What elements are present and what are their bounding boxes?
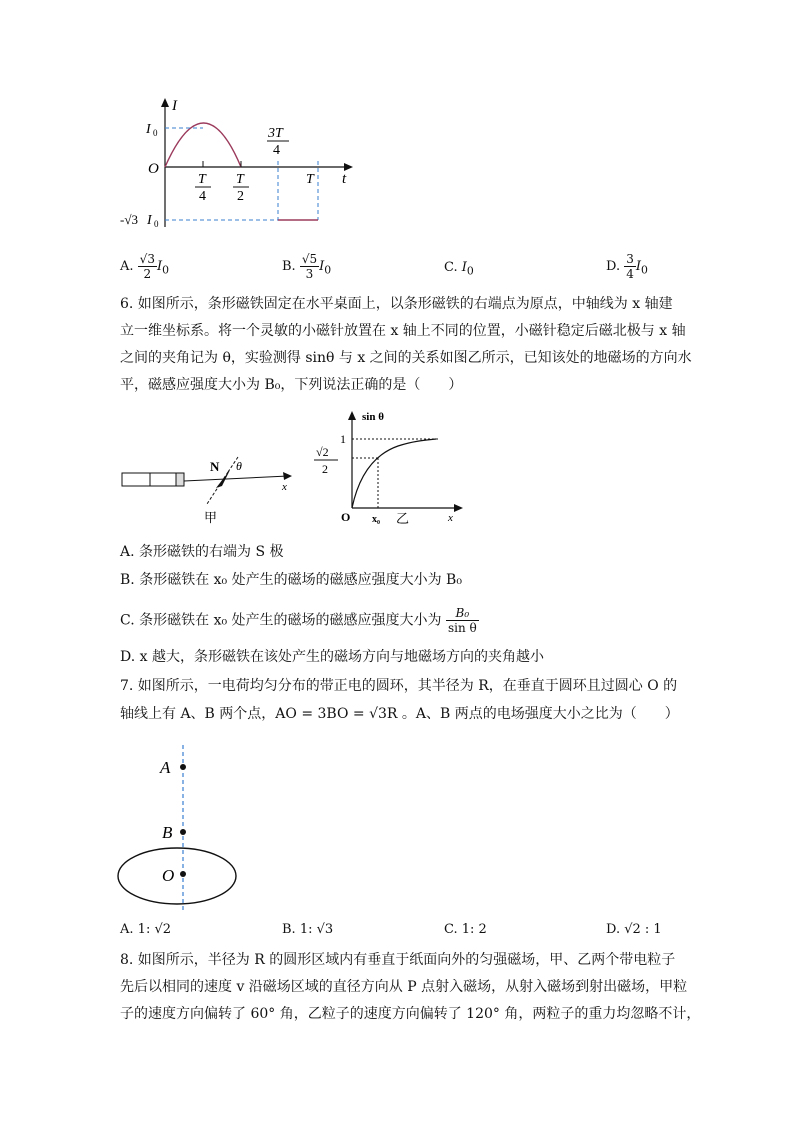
charged-ring xyxy=(118,848,236,904)
q7-option-c[interactable]: C. 1: 2 xyxy=(444,922,487,937)
q5-option-d[interactable] xyxy=(606,252,648,281)
x-arrow-jia xyxy=(283,472,292,480)
fraction: $\frac{√5}{3}$ xyxy=(301,252,318,281)
t2-den: 2 xyxy=(237,189,244,204)
point-o-dot xyxy=(180,871,186,877)
neg-i: I xyxy=(147,213,152,228)
q8-line-1: 8. 如图所示，半径为 R 的圆形区域内有垂直于纸面向外的匀强磁场，甲、乙两个带电粒子 xyxy=(120,952,676,968)
q6-line-2: 立一维坐标系。将一个灵敏的小磁针放置在 x 轴上不同的位置，小磁针稳定后磁北极与 x 轴 xyxy=(120,323,686,339)
option-letter: C. xyxy=(444,260,458,275)
point-a-dot xyxy=(180,764,186,770)
3t4-num: 3T xyxy=(268,126,283,141)
q6-line-3: 之间的夹角记为 θ，实验测得 sinθ 与 x 之间的关系如图乙所示，已知该处的地磁场的方向水 xyxy=(120,350,692,366)
x-axis-arrow xyxy=(344,163,353,171)
t4-num: T xyxy=(198,172,206,187)
option-text: C. 条形磁铁在 x₀ 处产生的磁场的磁感应强度大小为 xyxy=(120,612,442,629)
sub: 0 xyxy=(324,263,332,277)
origin-label: O xyxy=(148,161,159,177)
a-label: A xyxy=(160,758,171,777)
q5-option-b[interactable] xyxy=(282,252,331,281)
figure-jia xyxy=(118,452,298,527)
q6-option-c[interactable] xyxy=(120,606,479,635)
sub: 0 xyxy=(641,263,648,277)
q7-line-2: 轴线上有 A、B 两个点，AO = 3BO = √3R 。A、B 两点的电场强度大小之比为（ ） xyxy=(120,706,679,722)
x0-label: x₀ xyxy=(372,514,380,525)
3t4-den: 4 xyxy=(273,143,280,158)
q5-option-a[interactable] xyxy=(120,252,169,281)
neg-sub: 0 xyxy=(154,219,159,229)
origin-yi: O xyxy=(341,510,351,524)
t4-den: 4 xyxy=(199,189,206,204)
option-letter: B. xyxy=(282,259,296,274)
q6-option-b[interactable]: B. 条形磁铁在 x₀ 处产生的磁场的磁感应强度大小为 B₀ xyxy=(120,572,462,588)
x-label-yi: x xyxy=(448,512,453,524)
caption-jia: 甲 xyxy=(204,510,218,525)
figure-ring xyxy=(115,740,255,915)
x-axis-jia xyxy=(184,476,288,481)
q5-option-c[interactable] xyxy=(444,258,474,282)
q6-option-d[interactable]: D. x 越大，条形磁铁在该处产生的磁场方向与地磁场方向的夹角越小 xyxy=(120,649,544,665)
t2-num: T xyxy=(236,172,244,187)
q6-line-1: 6. 如图所示，条形磁铁固定在水平桌面上，以条形磁铁的右端点为原点，中轴线为 x 轴建 xyxy=(120,296,673,312)
y-label-yi: sin θ xyxy=(362,411,384,423)
b-label: B xyxy=(162,823,173,842)
q7-line-1: 7. 如图所示，一电荷均匀分布的带正电的圆环，其半径为 R，在垂直于圆环且过圆心 O 的 xyxy=(120,678,678,694)
two-label: 2 xyxy=(322,462,328,476)
fraction: $\frac{3}{4}$ xyxy=(626,252,634,281)
o-label: O xyxy=(162,866,175,885)
fraction: $\frac{\text{B₀}}{\text{sin θ}}$ xyxy=(447,606,477,635)
fraction: $\frac{√3}{2}$ xyxy=(139,252,155,281)
bar-magnet xyxy=(122,473,184,486)
q7-option-d[interactable]: D. √2 : 1 xyxy=(606,922,662,937)
sin-curve xyxy=(352,439,436,508)
sub: 0 xyxy=(466,264,474,278)
q8-line-3: 子的速度方向偏转了 60° 角，乙粒子的速度方向偏转了 120° 角，两粒子的重力均忽略不计， xyxy=(120,1006,701,1022)
t-label: T xyxy=(306,172,314,187)
option-letter: D. xyxy=(606,259,621,274)
y-label: I xyxy=(172,98,177,114)
caption-yi: 乙 xyxy=(396,511,410,526)
q6-line-4: 平，磁感应强度大小为 B₀，下列说法正确的是（ ） xyxy=(120,377,463,393)
needle-dash xyxy=(207,472,228,504)
n-label: N xyxy=(210,459,220,474)
theta-label: θ xyxy=(236,459,242,473)
y-axis-arrow xyxy=(161,98,169,107)
x-arrow-yi xyxy=(454,504,463,512)
q7-option-b[interactable]: B. 1: √3 xyxy=(282,922,334,937)
var: I xyxy=(635,259,642,274)
current-time-graph xyxy=(110,95,370,235)
neg-label: -√3 xyxy=(120,212,138,227)
y-arrow-yi xyxy=(348,411,356,420)
sine-curve xyxy=(165,123,241,167)
x-label-jia: x xyxy=(282,481,287,493)
sqrt2-label: √2 xyxy=(316,445,329,459)
one-label: 1 xyxy=(340,432,346,446)
sub: 0 xyxy=(162,263,169,277)
var: I xyxy=(461,260,467,275)
figure-yi xyxy=(308,408,468,528)
var: I xyxy=(319,259,325,274)
magnet-end xyxy=(176,473,184,486)
i0-sub: 0 xyxy=(153,128,158,138)
q6-option-a[interactable]: A. 条形磁铁的右端为 S 极 xyxy=(120,544,284,560)
q7-option-a[interactable]: A. 1: √2 xyxy=(120,922,172,937)
i0-label: I xyxy=(146,122,151,137)
var: I xyxy=(156,259,163,274)
option-letter: A. xyxy=(120,259,134,274)
x-label: t xyxy=(342,171,347,187)
point-b-dot xyxy=(180,829,186,835)
q8-line-2: 先后以相同的速度 v 沿磁场区域的直径方向从 P 点射入磁场，从射入磁场到射出磁场，甲粒 xyxy=(120,979,688,995)
